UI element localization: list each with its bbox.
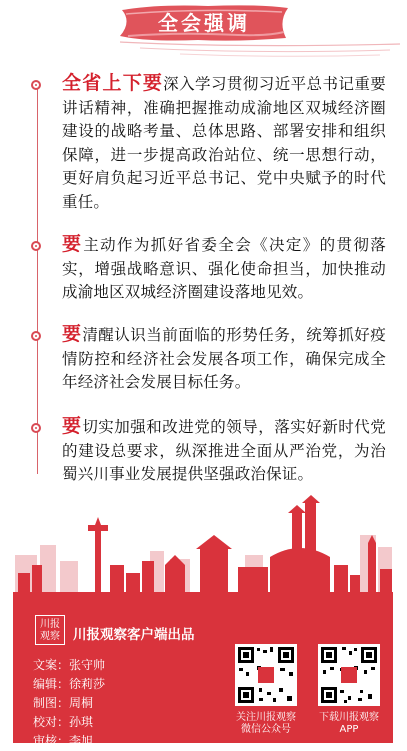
credit-row <box>33 656 105 675</box>
paragraph-text: 清醒认识当前面临的形势任务，统筹抓好疫情防控和经济社会发展各项工作，确保完成全年经济社会发展目标任务。 <box>62 326 386 391</box>
paragraph-emphasis: 全省上下要 <box>62 72 164 94</box>
wechat-qr-code[interactable] <box>235 644 297 706</box>
timeline-dot <box>31 241 41 251</box>
banner-stripes-decoration <box>120 40 400 60</box>
credit-row <box>33 694 105 713</box>
credit-name: 周桐 <box>69 696 94 710</box>
credit-role: 编辑： <box>33 677 70 691</box>
qr-label-line: 关注川报观察 <box>236 712 296 723</box>
paragraph-text: 切实加强和改进党的领导，落实好新时代党的建设总要求，纵深推进全面从严治党，为治蜀兴川事业发展提供坚强政治保证。 <box>62 418 386 483</box>
credit-row <box>33 732 105 751</box>
brand-title: 川报观察客户端出品 <box>73 627 195 643</box>
qr-code-icon <box>318 644 380 706</box>
credits-list <box>33 656 105 751</box>
credit-role: 制图： <box>33 696 70 710</box>
paragraph-text: 深入学习贯彻习近平总书记重要讲话精神，准确把握推动成渝地区双城经济圈建设的战略考量、总体思路、部署安排和组织保障，进一步提高政治站位、统一思想行动，更好肩负起习近平总书记、党中央赋予的时代重任。 <box>62 75 386 211</box>
app-qr-code[interactable] <box>318 644 380 706</box>
qr-label-line: APP <box>339 724 359 735</box>
credit-name: 李旭 <box>69 734 94 748</box>
paragraph-4 <box>62 415 386 487</box>
header <box>0 0 407 60</box>
credit-row <box>33 675 105 694</box>
credit-name: 张守帅 <box>69 658 106 672</box>
paragraph-1 <box>62 72 386 214</box>
credit-name: 徐莉莎 <box>69 677 106 691</box>
wechat-qr-label <box>221 712 311 736</box>
app-qr-label <box>304 712 394 736</box>
credit-role: 审核： <box>33 734 70 748</box>
timeline-dot <box>31 423 41 433</box>
timeline-dot <box>31 331 41 341</box>
qr-label-line: 微信公众号 <box>241 724 291 735</box>
brand-logo <box>35 615 65 645</box>
paragraph-text: 主动作为抓好省委全会《决定》的贯彻落实，增强战略意识、强化使命担当，加快推动成渝地区双城经济圈建设落地见效。 <box>62 236 386 301</box>
timeline-dot <box>31 80 41 90</box>
brand-logo-text: 川报观察 <box>40 619 60 642</box>
footer-panel <box>13 592 393 748</box>
credit-name: 孙琪 <box>69 715 94 729</box>
paragraph-emphasis: 要 <box>62 323 83 345</box>
paragraph-emphasis: 要 <box>62 415 83 437</box>
paragraph-3 <box>62 323 386 395</box>
credit-row <box>33 713 105 732</box>
banner-title: 全会强调 <box>158 11 250 35</box>
timeline-line <box>37 82 38 474</box>
qr-label-line: 下载川报观察 <box>319 712 379 723</box>
paragraph-emphasis: 要 <box>62 233 84 255</box>
qr-code-icon <box>235 644 297 706</box>
credit-role: 文案： <box>33 658 70 672</box>
credit-role: 校对： <box>33 715 70 729</box>
city-skyline-illustration <box>0 495 407 595</box>
paragraph-2 <box>62 233 386 305</box>
